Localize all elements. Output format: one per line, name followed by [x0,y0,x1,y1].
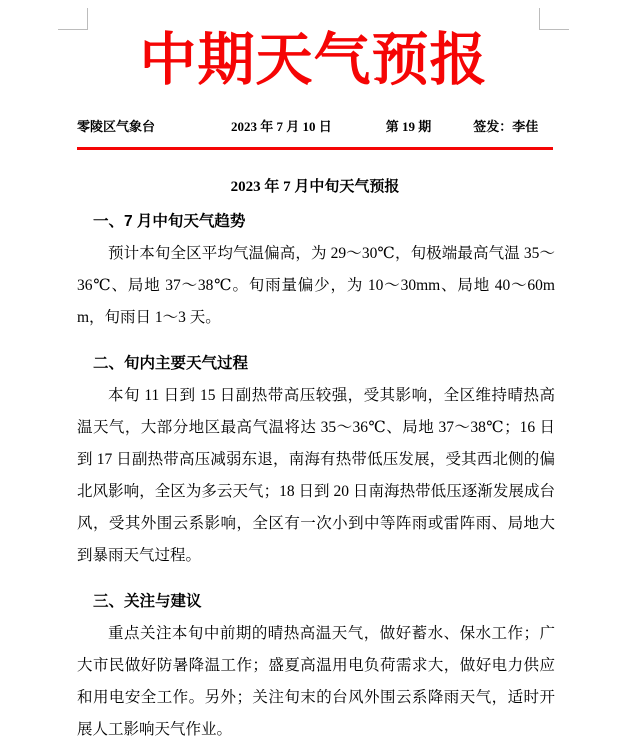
masthead-title: 中期天气预报 [139,28,488,92]
section-heading-2: 二、旬内主要天气过程 [93,355,249,372]
issuing-office: 零陵区气象台 [77,119,156,134]
section-paragraph-1-1: 预计本旬全区平均气温偏高，为 29～30℃，旬极端最高气温 35～36℃、局地 37～38℃。旬雨量偏少，为 10～30mm、局地 40～60mm，旬雨日 1～3 天。 [77,245,555,326]
section-paragraph-3-1: 重点关注本旬中前期的晴热高温天气，做好蓄水、保水工作；广大市民做好防暑降温工作；盛夏高温用电负荷需求大，做好电力供应和用电安全工作。另外；关注旬末的台风外围云系降雨天气，适时开展人工影响天气作业。 [77,625,555,738]
issue-bar [77,118,553,136]
document-title: 2023 年 7 月中旬天气预报 [230,179,400,195]
masthead-divider-rule [77,147,553,150]
section-heading-1: 一、7 月中旬天气趋势 [93,213,246,230]
section-paragraph-2-1: 本旬 11 日到 15 日副热带高压较强，受其影响，全区维持晴热高温天气，大部分地区最高气温将达 35～36℃、局地 37～38℃；16 日到 17 日副热带高压减弱东退，南海有热带低压发展，受其西北侧的偏北风影响，全区为多云天气；18 日到 20 日南海热带低压逐渐发展成台风，受其外围云系影响，全区有一次小到中等阵雨或雷阵雨、局地大到暴雨天气过程。 [77,387,555,564]
issue-number: 第 19 期 [385,119,432,134]
masthead [0,26,627,94]
document-body [77,205,555,746]
section-heading-3: 三、关注与建议 [93,593,202,610]
issue-date: 2023 年 7 月 10 日 [231,119,332,134]
issue-signer: 签发：李佳 [473,119,539,134]
